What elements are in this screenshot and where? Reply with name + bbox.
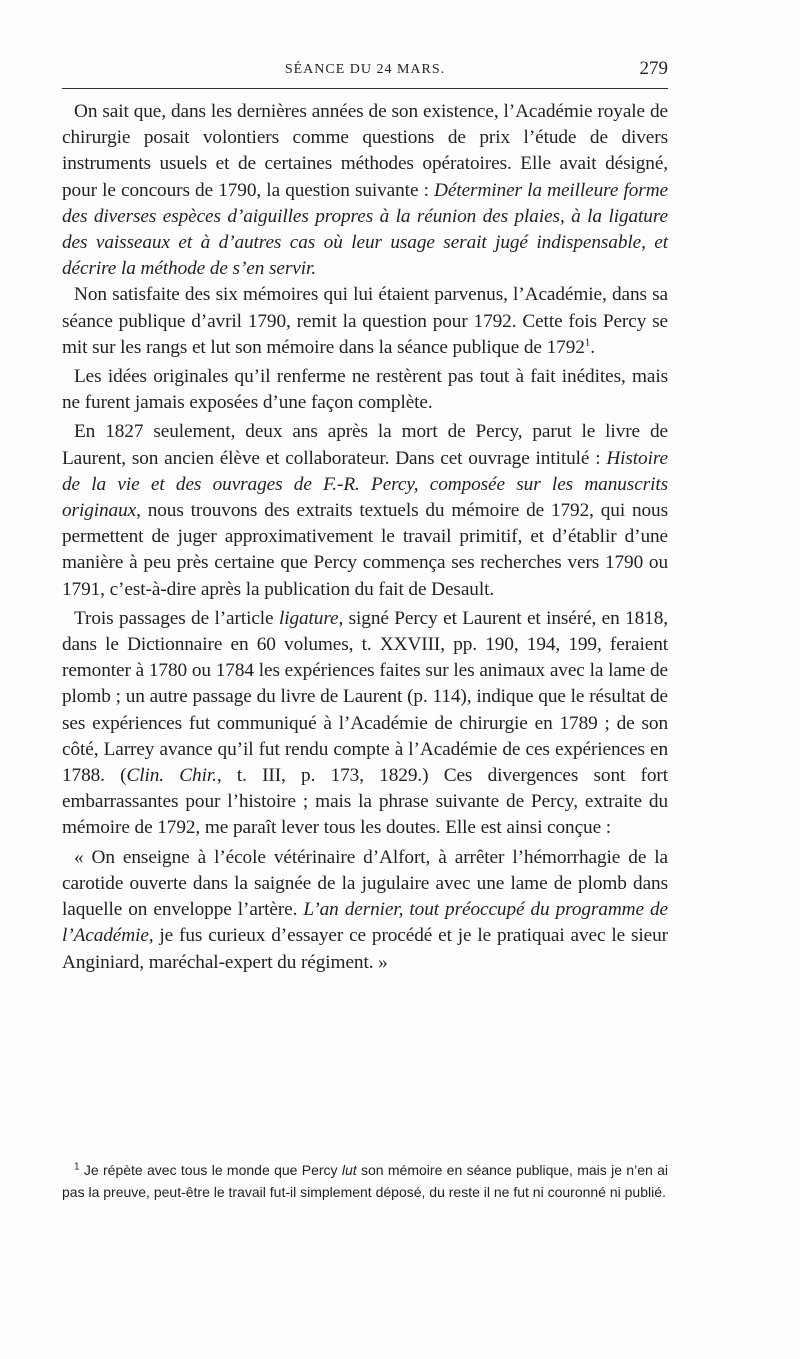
paragraph-5-text-c: , signé Percy et Laurent et inséré, en 1818, dans le Dictionnaire en 60 volumes, t. XXVIII, pp. 190, 194, 199, feraient remonter à 1780 ou 1784 les expériences faites sur les animaux avec la lame de plomb ; un autre passage du livre de Laurent (p. 114), indique que le résultat de ses expériences fut communiqué à l’Académie de chirurgie en 1789 ; de son côté, Larrey avance qu’il fut rendu compte à l’Académie de ces expériences en 1788. ( — [62, 607, 668, 787]
paragraph-6-text-a: « On enseigne à l’école vétérinaire d’Alfort, à arrêter l’hémorrhagie de la carotide ouverte dans la saignée de la jugulaire avec une lame de plomb dans laquelle on enveloppe l’artère. — [62, 846, 668, 921]
header-rule — [62, 88, 668, 89]
paragraph-4-text-a: En 1827 seulement, deux ans après la mort de Percy, parut le livre de Laurent, son ancien élève et collaborateur. Dans cet ouvrage intitulé : — [62, 421, 668, 469]
page — [62, 58, 668, 976]
running-title: SÉANCE DU 24 MARS. — [284, 62, 446, 77]
footnote-area — [62, 1159, 668, 1203]
paragraph-6-quote — [62, 845, 668, 976]
paragraph-2-text-a: Non satisfaite des six mémoires qui lui étaient parvenus, l’Académie, dans sa séance publique d’avril 1790, remit la question pour 1792. Cette fois Percy se mit sur les rangs et lut son mémoire dans la séance publique de 1792 — [62, 284, 668, 358]
paragraph-3-text: Les idées originales qu’il renferme ne restèrent pas tout à fait inédites, mais ne furent jamais exposées d’une façon complète. — [62, 366, 668, 414]
paragraph-4 — [62, 419, 668, 602]
paragraph-5-text-a: Trois passages de l’article — [74, 607, 279, 629]
footnote — [62, 1159, 668, 1203]
paragraph-3 — [62, 364, 668, 416]
footnote-reference: 1 — [584, 336, 591, 349]
paragraph-4-text-c: , nous trouvons des extraits textuels du mémoire de 1792, qui nous permettent de juger approximativement le travail primitif, et d’établir d’une manière à peu près certaine que Percy commença ses recherches vers 1790 ou 1791, c’est-à-dire après la publication du fait de Desault. — [62, 500, 668, 600]
paragraph-1-text-a: On sait que, dans les dernières années de son existence, l’Académie royale de chirurgie posait volontiers comme questions de prix l’étude de divers instruments usuels et de certaines méthodes opératoires. Elle avait désigné, pour le concours de 1790, la question suivante : — [62, 101, 668, 201]
footnote-italic: lut — [341, 1162, 357, 1178]
paragraph-4-italic-title: Histoire de la vie et des ouvrages de F.-R. Percy, composée sur les manuscrits originaux — [62, 447, 668, 522]
paragraph-6-text-c: je fus curieux d’essayer ce procédé et je le pratiquai avec le sieur Anginiard, maréchal-expert du régiment. » — [62, 925, 668, 973]
paragraph-2-text-b: . — [590, 336, 595, 358]
page-number: 279 — [639, 58, 668, 79]
paragraph-5-italic-ligature: ligature — [278, 607, 339, 629]
paragraph-2 — [62, 282, 668, 361]
paragraph-6-italic: L’an dernier, tout préoccupé du programme de l’Académie, — [62, 899, 668, 947]
paragraph-5-italic-citation: Clin. Chir. — [126, 765, 217, 787]
footnote-text-a: Je répète avec tous le monde que Percy — [79, 1162, 342, 1178]
running-head — [62, 58, 668, 88]
paragraph-5-text-e: , t. III, p. 173, 1829.) Ces divergences sont fort embarrassantes pour l’histoire ; mais la phrase suivante de Percy, extraite du mémoire de 1792, me paraît lever tous les doutes. Elle est ainsi conçue : — [62, 765, 668, 839]
paragraph-1 — [62, 99, 668, 282]
paragraph-1-italic-question: Déterminer la meilleure forme des diverses espèces d’aiguilles propres à la réunion des plaies, à la ligature des vaisseaux et à d’autres cas où leur usage serait jugé indispensable, et décrire la méthode de s’en servir. — [62, 179, 668, 280]
body-text — [62, 99, 668, 976]
footnote-text-c: son mémoire en séance publique, mais je n’en ai pas la preuve, peut-être le travail fut-il simplement déposé, du reste il ne fut ni couronné ni publié. — [62, 1162, 668, 1200]
paragraph-5 — [62, 606, 668, 842]
footnote-marker: 1 — [74, 1161, 80, 1173]
